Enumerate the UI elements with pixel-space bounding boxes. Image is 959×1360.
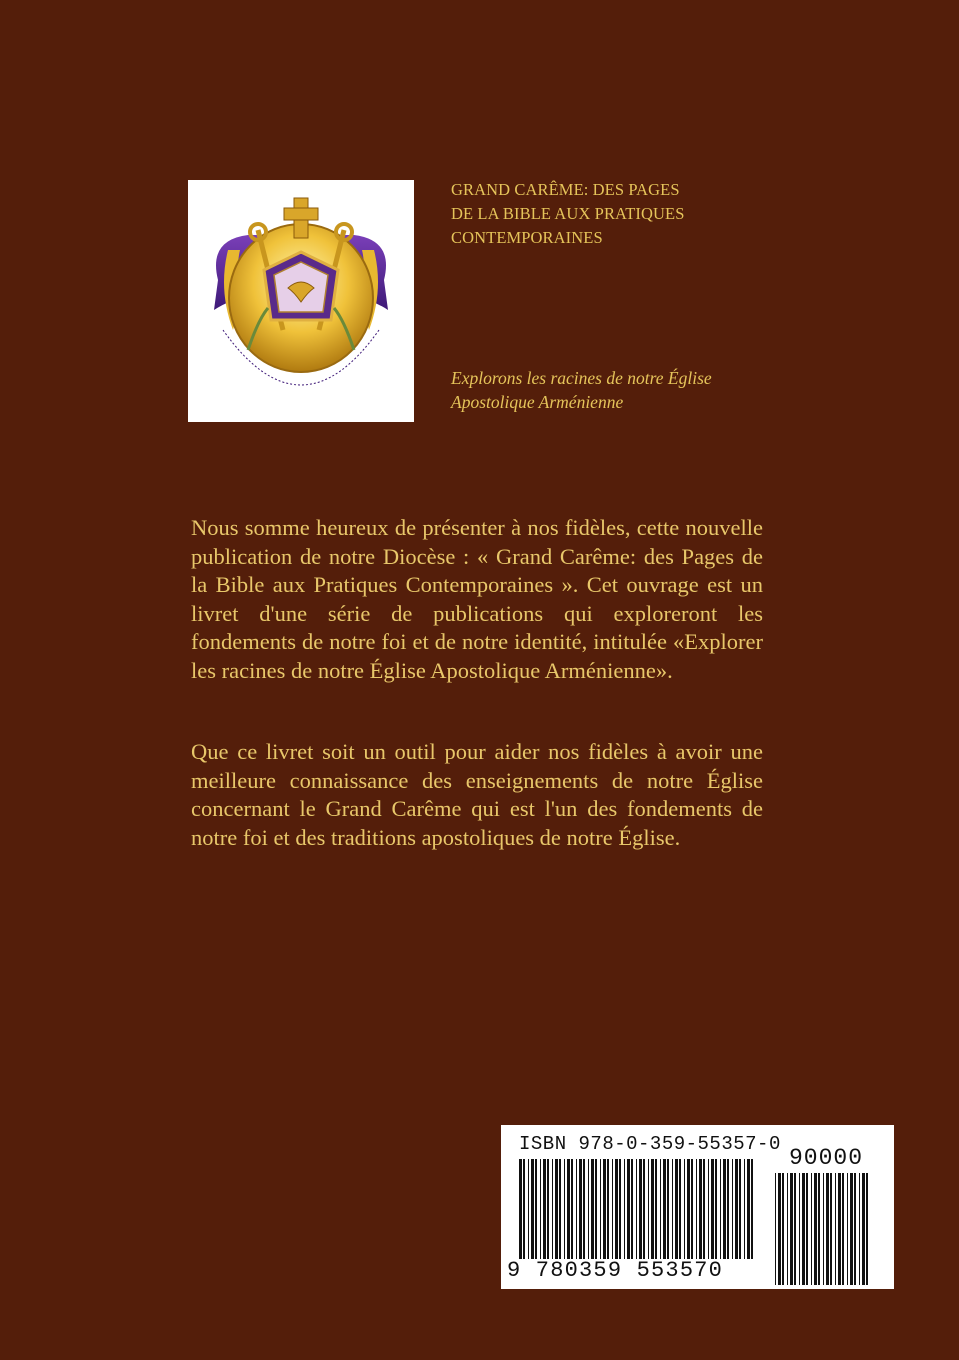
ean-digits: 9 780359 553570 [507,1258,724,1283]
description-paragraph-1: Nous somme heureux de présenter à nos fidèles, cette nouvelle publication de notre Diocèse : « Grand Carême: des Pages de la Bible aux Pratiques Contemporaines ». Cet ouvrage est un livret d'une série de publications qui exploreront les fondements de notre foi et de notre identité, intitulée «Explorer les racines de notre Église Apostolique Arménienne». [191,515,763,683]
series-subtitle [451,366,911,414]
book-title-line: CONTEMPORAINES [451,228,603,247]
price-code: 90000 [789,1145,864,1171]
book-title-line: GRAND CARÊME: DES PAGES [451,180,680,199]
series-subtitle-line: Apostolique Arménienne [451,392,624,412]
isbn-barcode [501,1125,894,1289]
book-title [451,178,911,250]
book-title-line: DE LA BIBLE AUX PRATIQUES [451,204,685,223]
description-paragraph-2: Que ce livret soit un outil pour aider nos fidèles à avoir une meilleure connaissance des enseignements de notre Église concernant le Grand Carême qui est l'un des fondements de notre foi et des traditions apostoliques de notre Église. [191,739,763,850]
series-subtitle-line: Explorons les racines de notre Église [451,368,712,388]
armenian-diocese-emblem-icon [188,180,414,422]
isbn-label: ISBN 978-0-359-55357-0 [519,1133,781,1155]
diocese-logo [188,180,414,422]
